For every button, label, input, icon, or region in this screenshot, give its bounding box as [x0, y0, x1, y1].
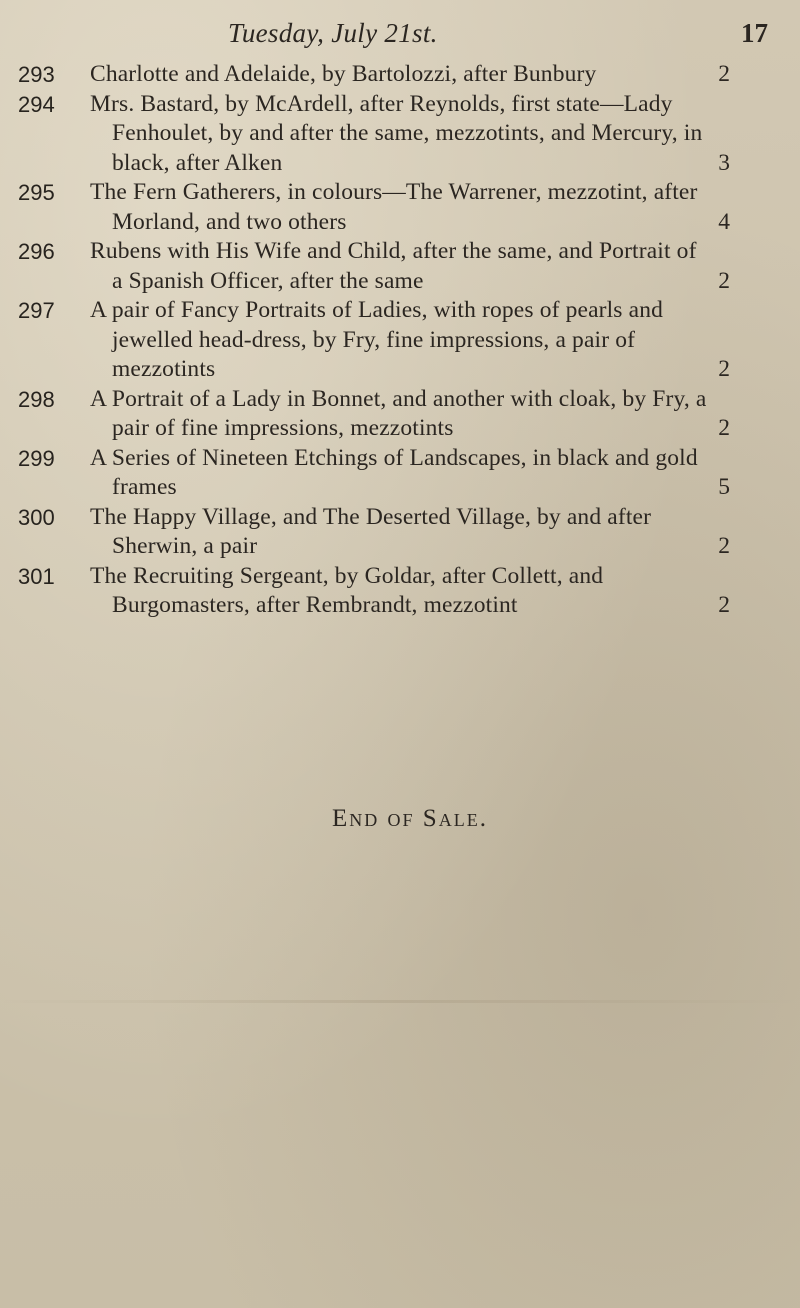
lot-number: 294	[18, 91, 55, 117]
lot-description: A Portrait of a Lady in Bonnet, and another with cloak, by Fry, a pair of fine impressions, mezzotints	[90, 385, 707, 441]
lot-quantity: 2	[718, 415, 730, 441]
lot-entry	[0, 562, 800, 621]
page-number: 17	[741, 18, 768, 48]
lot-number: 297	[18, 298, 55, 323]
page-header	[228, 18, 768, 52]
end-of-sale: End of Sale.	[332, 805, 488, 832]
lot-entry	[0, 60, 800, 90]
lot-quantity: 2	[718, 533, 730, 559]
lot-entry	[0, 178, 800, 237]
lot-number: 296	[18, 239, 55, 264]
lot-description: The Recruiting Sergeant, by Goldar, after Collett, and Burgomasters, after Rembrandt, mezzotint	[90, 562, 604, 618]
lot-number: 300	[18, 504, 55, 530]
lot-quantity: 3	[718, 149, 730, 176]
lot-number: 295	[18, 180, 55, 205]
paper-fold-line	[0, 1000, 800, 1003]
lot-number: 298	[18, 386, 55, 412]
lot-number: 301	[18, 563, 55, 589]
lot-quantity: 5	[718, 474, 730, 500]
lot-description: A Series of Nineteen Etchings of Landscapes, in black and gold frames	[90, 444, 698, 500]
lot-entry	[0, 385, 800, 444]
lot-entry	[0, 237, 800, 296]
lot-description: The Happy Village, and The Deserted Village, by and after Sherwin, a pair	[90, 503, 652, 559]
lot-list	[0, 60, 800, 621]
lot-description: The Fern Gatherers, in colours—The Warrener, mezzotint, after Morland, and two others	[90, 179, 698, 235]
lot-quantity: 2	[718, 61, 730, 87]
lot-quantity: 2	[718, 356, 730, 382]
lot-quantity: 2	[718, 267, 730, 294]
lot-entry	[0, 503, 800, 562]
lot-description: Rubens with His Wife and Child, after the same, and Portrait of a Spanish Officer, after the same	[90, 238, 697, 294]
lot-description: Mrs. Bastard, by McArdell, after Reynolds, first state—Lady Fenhoulet, by and after the same, mezzotints, and Mercury, in black, after Alken	[90, 90, 703, 176]
lot-quantity: 4	[718, 208, 730, 235]
lot-number: 299	[18, 445, 55, 471]
lot-number: 293	[18, 62, 55, 87]
lot-quantity: 2	[718, 592, 730, 618]
lot-entry	[0, 296, 800, 385]
lot-entry	[0, 90, 800, 179]
lot-description: A pair of Fancy Portraits of Ladies, with ropes of pearls and jewelled head-dress, by Fry, fine impressions, a pair of mezzotints	[90, 297, 664, 382]
lot-entry	[0, 444, 800, 503]
lot-description: Charlotte and Adelaide, by Bartolozzi, after Bunbury	[90, 61, 597, 87]
sale-date: Tuesday, July 21st.	[228, 18, 438, 48]
